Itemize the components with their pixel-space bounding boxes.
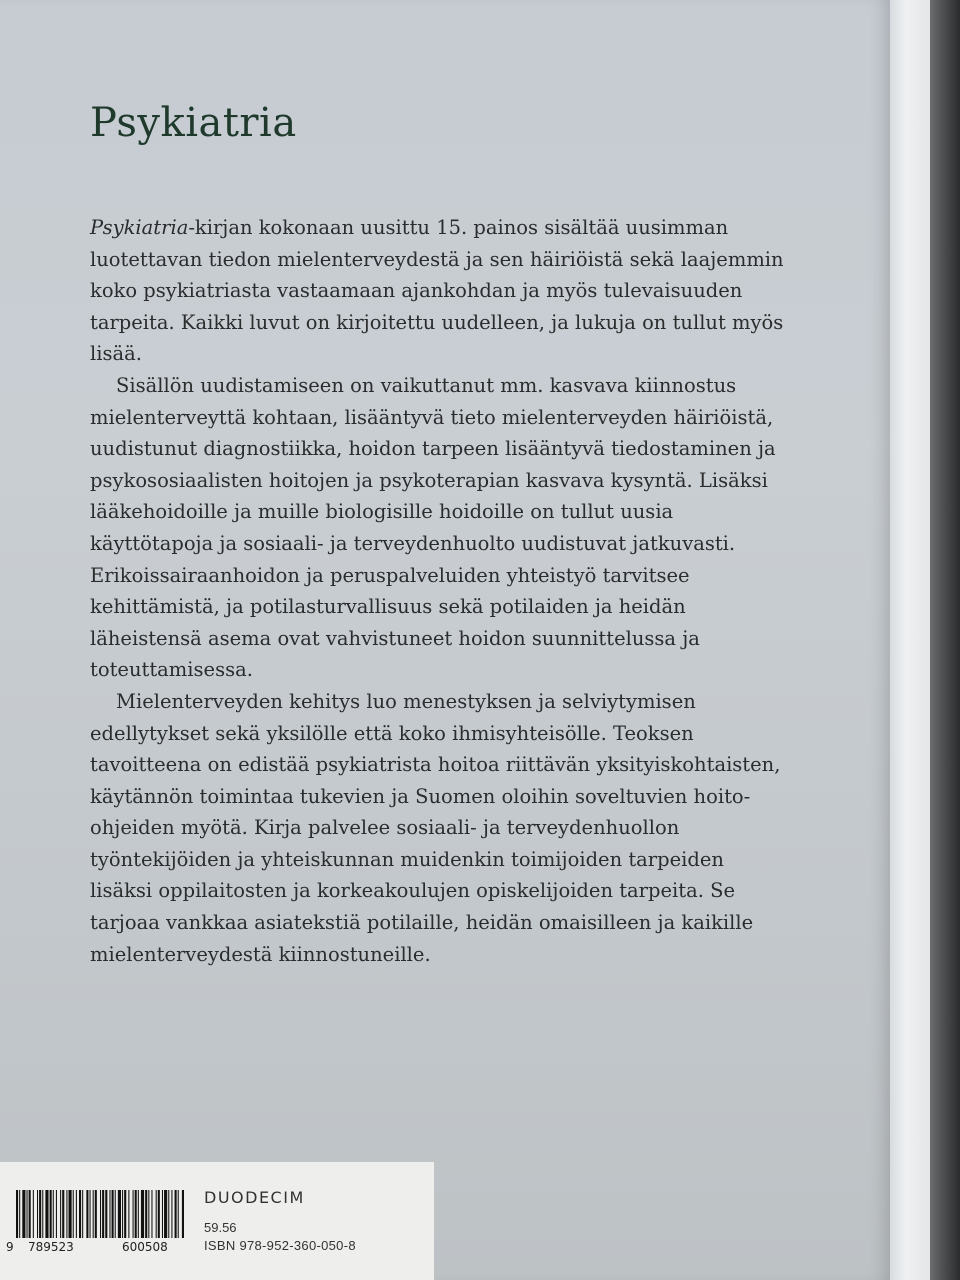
barcode-bar — [128, 1190, 129, 1238]
barcode-bar — [164, 1190, 167, 1238]
barcode-bar — [171, 1190, 172, 1238]
background-shadow — [930, 0, 960, 1280]
publisher-name: DUODECIM — [204, 1188, 305, 1207]
barcode-bar — [79, 1190, 81, 1238]
barcode-bar — [175, 1190, 177, 1238]
blurb-paragraph-2: Sisällön uudistamiseen on vaikuttanut mm. kasvava kiinnostus mielenterveyttä kohtaan, lisääntyvä tieto mielenterveyden häiriöistä, uudistunut diagnostiikka, hoidon tarpeen lisääntyvä tiedostaminen ja psykososiaalisten hoitojen ja psykoterapian kasvava kysyntä. Lisäksi lääkehoidoille ja muille biologisille hoidoille on tullut uusia käyttötapoja ja sosiaali- ja terveydenhuolto uudistuvat jatkuvasti. Erikoissairaanhoidon ja peruspalveluiden yhteistyö tarvitsee kehittämistä, ja potilasturvallisuus sekä potilaiden ja heidän läheistensä asema ovat vahvistuneet hoidon suunnittelussa ja toteuttamisessa. — [90, 373, 776, 682]
blurb-paragraph-3: Mielenterveyden kehitys luo menestyksen ja selviytymisen edellytykset sekä yksilölle että koko ihmisyhteisölle. Teoksen tavoitteena on edistää psykiatrista hoitoa riittävän yksityiskohtaisten, käytännön toimintaa tukevien ja Suomen oloihin soveltuvien hoito-ohjeiden myötä. Kirja palvelee sosiaali- ja terveydenhuollon työntekijöiden ja yhteiskunnan muidenkin toimijoiden tarpeiden lisäksi oppilaitosten ja korkeakoulujen opiskelijoiden tarpeita. Se tarjoaa vankkaa asiatekstiä potilaille, heidän omaisilleen ja kaikille mielenterveydestä kiinnostuneille. — [90, 689, 781, 966]
barcode-bar — [90, 1190, 91, 1238]
barcode-bar — [45, 1190, 48, 1238]
barcode-bar — [37, 1190, 38, 1238]
barcode-bar — [86, 1190, 88, 1238]
barcode-bar — [102, 1190, 104, 1238]
barcode-bar — [135, 1190, 137, 1238]
barcode-bar — [16, 1190, 18, 1238]
barcode-bar — [33, 1190, 34, 1238]
barcode-bar — [182, 1190, 184, 1238]
barcode-bar — [168, 1190, 169, 1238]
barcode-bar — [109, 1190, 110, 1238]
barcode-digits-right: 600508 — [122, 1240, 168, 1254]
barcode-bar — [69, 1190, 72, 1238]
barcode-bar — [133, 1190, 134, 1238]
barcode-bar — [27, 1190, 28, 1238]
barcode-bar — [50, 1190, 52, 1238]
blurb-italic-lead: Psykiatria — [90, 216, 189, 239]
barcode-bar — [62, 1190, 64, 1238]
barcode-bar — [93, 1190, 94, 1238]
barcode-bar — [118, 1190, 121, 1238]
barcode-bar — [66, 1190, 67, 1238]
barcode-bar — [22, 1190, 25, 1238]
barcode-bar — [178, 1190, 179, 1238]
blurb-paragraph-1-text: -kirjan kokonaan uusittu 15. painos sisältää uusimman luotettavan tiedon mielenterveydestä ja sen häiriöistä sekä laajemmin koko psykiatriasta vastaamaan ajankohdan ja myös tulevaisuuden tarpeita. Kaikki luvut on kirjoitettu uudelleen, ja lukuja on tullut myös lisää. — [90, 216, 784, 366]
barcode-bar — [73, 1190, 74, 1238]
barcode-bar — [124, 1190, 126, 1238]
barcode-bar — [39, 1190, 41, 1238]
barcode-bar — [95, 1190, 97, 1238]
barcode-bar — [42, 1190, 43, 1238]
barcode-bar — [100, 1190, 101, 1238]
barcode-bar — [156, 1190, 157, 1238]
barcode-bar — [122, 1190, 123, 1238]
barcode-digit-lead: 9 — [6, 1240, 14, 1254]
price-code: 59.56 — [204, 1220, 237, 1235]
barcode-bar — [53, 1190, 54, 1238]
barcode-bar — [141, 1190, 144, 1238]
blurb-paragraph-1 — [90, 212, 790, 370]
barcode-bar — [145, 1190, 147, 1238]
barcode-bar — [138, 1190, 139, 1238]
barcode — [14, 1190, 184, 1238]
barcode-digits-left: 789523 — [28, 1240, 74, 1254]
barcode-bar — [162, 1190, 163, 1238]
barcode-bar — [82, 1190, 83, 1238]
barcode-bar — [76, 1190, 77, 1238]
blurb-text — [90, 212, 790, 970]
barcode-bar — [158, 1190, 160, 1238]
page-edge — [890, 0, 930, 1280]
barcode-bar — [56, 1190, 57, 1238]
book-title: Psykiatria — [90, 100, 297, 146]
barcode-bar — [19, 1190, 20, 1238]
barcode-bar — [112, 1190, 114, 1238]
barcode-bar — [60, 1190, 61, 1238]
barcode-bar — [29, 1190, 31, 1238]
barcode-bar — [151, 1190, 152, 1238]
barcode-bar — [115, 1190, 116, 1238]
barcode-bar — [148, 1190, 149, 1238]
isbn-number: ISBN 978-952-360-050-8 — [204, 1238, 356, 1253]
barcode-bar — [105, 1190, 107, 1238]
